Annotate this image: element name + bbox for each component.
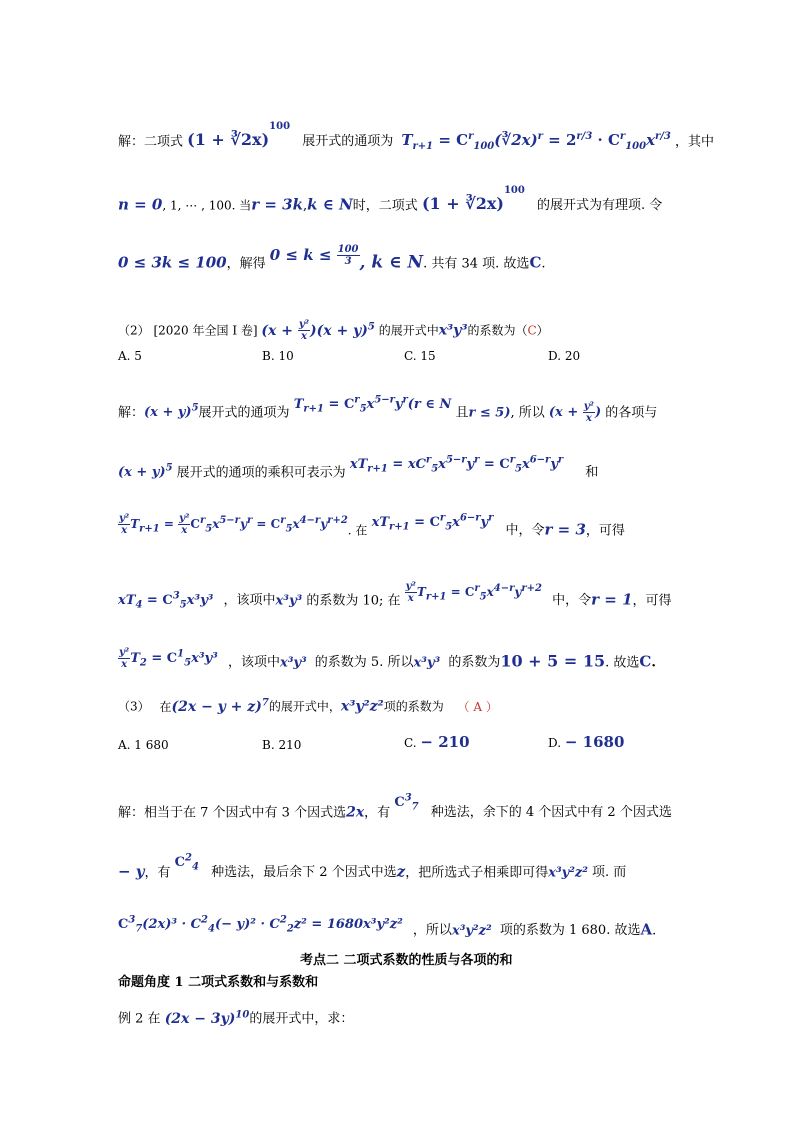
question-number: （2） xyxy=(118,323,150,338)
text: ，有 xyxy=(144,865,171,881)
fraction xyxy=(118,647,130,670)
sub: 2 xyxy=(139,657,147,669)
math: (∛2x) xyxy=(494,131,538,150)
text: , xyxy=(302,198,308,214)
sup: r xyxy=(509,455,515,466)
sup: r xyxy=(246,515,253,527)
text: 解： xyxy=(118,405,145,421)
math: x xyxy=(452,515,460,531)
math: T xyxy=(130,517,140,532)
math: ) xyxy=(594,405,602,421)
math-expr xyxy=(118,513,348,537)
text: 项的系数为 1 680. 故选 xyxy=(499,923,641,939)
sub: 5 xyxy=(431,463,439,475)
math: − y xyxy=(118,862,145,881)
math: = C xyxy=(142,593,173,609)
math: y xyxy=(394,397,403,413)
math: 0 ≤ k ≤ xyxy=(269,245,332,264)
sub: 5 xyxy=(285,523,293,535)
math: (− y)² · C xyxy=(214,917,280,933)
solution2-line3 xyxy=(118,513,625,545)
math-expr xyxy=(174,853,199,873)
text: 时，二项式 xyxy=(352,198,418,214)
sub: r+1 xyxy=(412,141,434,153)
text: 例 2 在 xyxy=(118,1011,161,1027)
fraction xyxy=(405,581,417,604)
math-expr xyxy=(187,121,291,150)
q3-option-a: A. 1 680 xyxy=(118,738,169,752)
text: ，该项中 xyxy=(227,655,280,671)
numerator: y² xyxy=(405,581,416,593)
math-expr xyxy=(118,591,214,611)
math: xT xyxy=(349,457,368,473)
math: = C xyxy=(252,517,281,532)
text: 种选法，最后余下 2 个因式中选 xyxy=(211,865,397,881)
sup: r xyxy=(619,131,626,143)
math-expr xyxy=(349,455,564,475)
sup: r xyxy=(439,513,446,524)
math: x xyxy=(521,457,530,473)
math: A xyxy=(640,920,653,939)
option-label: D. xyxy=(548,736,562,750)
math: x xyxy=(438,457,446,473)
math-expr xyxy=(118,647,218,671)
numerator: y² xyxy=(179,513,190,525)
sup: 2 xyxy=(185,853,192,864)
denominator: x xyxy=(181,525,188,537)
exp: 100 xyxy=(503,185,525,196)
exp: 5 xyxy=(367,321,375,332)
math: = 2 xyxy=(542,131,577,150)
text: 项. 而 xyxy=(591,865,627,881)
text: ，有 xyxy=(364,805,391,821)
math: T xyxy=(401,131,413,150)
sub: 4 xyxy=(192,861,199,873)
sup: r xyxy=(468,131,474,143)
option-value: − 210 xyxy=(420,733,470,751)
math: k ∈ N xyxy=(307,195,353,214)
math: x³y²z² xyxy=(340,698,384,715)
text: ，解得 xyxy=(226,256,266,272)
text: . 在 xyxy=(347,523,368,538)
math-expr xyxy=(394,793,419,813)
solution2-line2 xyxy=(118,455,599,487)
math: C xyxy=(394,795,405,811)
math: r = 1 xyxy=(591,590,633,609)
math: (2x − y + z) xyxy=(171,698,262,715)
text: . xyxy=(651,655,656,671)
sub: 100 xyxy=(473,141,495,153)
sub: r+1 xyxy=(367,463,388,475)
exp: 100 xyxy=(269,121,291,132)
sup: r/3 xyxy=(576,131,593,143)
text: , 1, ⋯ , 100. 当 xyxy=(162,198,252,213)
text: . xyxy=(541,256,546,272)
question2 xyxy=(118,318,549,342)
math: · C xyxy=(592,131,620,150)
denominator: x xyxy=(121,525,128,537)
sup: 5 xyxy=(191,403,199,414)
sup: 3 xyxy=(128,915,136,926)
example2 xyxy=(118,1006,353,1029)
fraction xyxy=(178,513,190,536)
sup: r+2 xyxy=(521,583,542,595)
math: y xyxy=(239,517,247,532)
math: xT xyxy=(118,593,136,609)
math: x³y²z² xyxy=(451,923,492,939)
math-expr xyxy=(421,185,525,214)
math: r ≤ 5) xyxy=(468,405,511,421)
math: z xyxy=(396,862,406,881)
math-expr xyxy=(405,581,542,605)
sub: r+1 xyxy=(139,523,160,535)
sub: r+1 xyxy=(425,591,447,603)
sup: r xyxy=(474,583,480,595)
math: (2x)³ · C xyxy=(142,917,202,933)
math: n = 0 xyxy=(118,195,163,214)
text: ） xyxy=(536,323,549,338)
math: r = 3 xyxy=(544,520,586,539)
sup: 7 xyxy=(261,697,269,708)
numerator: y² xyxy=(298,319,310,331)
math: (x + y) xyxy=(144,405,192,421)
math: x xyxy=(366,397,375,413)
math: y xyxy=(550,457,558,473)
sub: r+1 xyxy=(389,521,410,533)
q2-option-b: B. 10 xyxy=(262,349,294,363)
text: 的展开式中 xyxy=(378,323,439,338)
math: T xyxy=(293,397,304,413)
math: x³y³ xyxy=(413,655,441,671)
math: x xyxy=(292,517,300,532)
solution1-line3 xyxy=(118,244,546,275)
text: 的系数为 5. 所以 xyxy=(314,655,414,671)
q2-option-c: C. 15 xyxy=(404,349,436,363)
math: (1 + ∛2x) xyxy=(187,130,270,150)
denominator: x xyxy=(407,593,414,605)
text: 的展开式中，求： xyxy=(249,1011,354,1027)
math: 2x xyxy=(346,804,365,821)
sub: 5 xyxy=(205,523,213,535)
answer: C xyxy=(527,323,537,338)
sub: 5 xyxy=(359,403,367,415)
text: 的系数为 xyxy=(448,655,501,671)
option-value: − 1680 xyxy=(564,733,625,751)
q3-option-d xyxy=(548,733,624,751)
text: 的系数为 10; 在 xyxy=(306,593,401,609)
math: x³y³ xyxy=(191,651,218,667)
math-expr xyxy=(401,131,671,153)
math: T xyxy=(416,585,426,600)
denominator: x xyxy=(121,659,128,671)
solution3-line2 xyxy=(118,853,627,887)
sup: r xyxy=(199,515,206,527)
math: x xyxy=(646,131,656,150)
sup: r xyxy=(474,455,480,466)
text: ，其中 xyxy=(675,134,715,150)
solution1-line2 xyxy=(118,185,663,215)
q3-option-c xyxy=(404,733,470,751)
math: (x + xyxy=(261,322,293,339)
math: T xyxy=(130,651,140,667)
math-expr xyxy=(118,915,403,935)
fraction xyxy=(583,401,595,424)
math: C xyxy=(190,517,200,532)
sup: 5−r xyxy=(219,515,240,527)
sup: 4−r xyxy=(493,583,515,595)
text: , 所以 xyxy=(510,405,545,421)
text: 项的系数为 xyxy=(383,699,444,714)
math: x³y³ xyxy=(438,322,468,339)
text: 中，令 xyxy=(505,523,545,539)
question-number: （3） xyxy=(118,699,150,714)
sup: 2 xyxy=(201,915,208,926)
fraction xyxy=(337,244,360,267)
sub: 5 xyxy=(479,591,487,603)
math: C xyxy=(118,917,129,933)
sup: r xyxy=(280,515,286,527)
answer: （ A ） xyxy=(457,699,498,714)
sup: r xyxy=(425,455,432,466)
sub: 7 xyxy=(411,801,419,813)
text: 的各项与 xyxy=(605,405,658,421)
solution3-line3 xyxy=(118,915,657,945)
math-expr xyxy=(165,1011,250,1027)
source: [2020 年全国 I 卷] xyxy=(153,323,258,338)
text: 解：二项式 xyxy=(118,134,184,150)
math: C xyxy=(639,652,652,671)
math-expr xyxy=(144,405,199,420)
subsection-title: 命题角度 1 二项式系数和与系数和 xyxy=(118,975,319,990)
numerator: 100 xyxy=(337,244,359,255)
math: x³y³ xyxy=(275,593,303,609)
fraction xyxy=(298,319,310,342)
sub: 100 xyxy=(625,141,647,153)
sup: 3 xyxy=(172,591,180,602)
sup: 5−r xyxy=(374,395,395,406)
sup: 2 xyxy=(279,915,287,926)
text: 在 xyxy=(159,699,172,714)
math: = C xyxy=(324,397,355,413)
solution1-line1 xyxy=(118,121,715,156)
math: )(x + y) xyxy=(310,322,368,339)
option-label: C. xyxy=(404,736,417,750)
denominator: x xyxy=(585,413,592,425)
denominator: x xyxy=(300,331,307,343)
math: (r ∈ N xyxy=(407,397,452,413)
sub: 5 xyxy=(514,463,522,475)
math: = xyxy=(159,517,174,532)
sup: 6−r xyxy=(529,455,551,466)
math-expr xyxy=(261,319,375,343)
text: ，该项中 xyxy=(223,593,276,609)
sup: r+2 xyxy=(327,515,348,527)
sup: r/3 xyxy=(655,131,671,143)
text: ，所以 xyxy=(412,923,452,939)
solution3-line1 xyxy=(118,793,672,827)
math: C xyxy=(174,855,186,871)
sup: 5−r xyxy=(445,455,467,466)
text: . xyxy=(652,923,657,939)
sub: 5 xyxy=(184,657,192,669)
math: = C xyxy=(479,457,510,473)
sup: r xyxy=(402,395,408,406)
math-expr xyxy=(548,401,602,425)
numerator: y² xyxy=(119,513,130,525)
math: r = 3k xyxy=(251,195,303,214)
math: (x + y) xyxy=(118,465,166,481)
math-expr xyxy=(269,244,360,267)
math: = C xyxy=(146,651,178,667)
sup: r xyxy=(557,455,564,466)
math: y xyxy=(320,517,328,532)
math: (1 + ∛2x) xyxy=(421,194,504,214)
numerator: y² xyxy=(119,647,130,659)
math: = C xyxy=(433,131,469,150)
math: 10 + 5 = 15 xyxy=(500,651,606,671)
sub: 4 xyxy=(207,923,215,935)
text: 和 xyxy=(585,465,599,481)
text: ，可得 xyxy=(585,523,625,539)
sup: r xyxy=(537,131,543,143)
text: 种选法，余下的 4 个因式中有 2 个因式选 xyxy=(430,805,672,821)
sup: 4−r xyxy=(299,515,321,527)
solution2-line1 xyxy=(118,395,658,427)
sub: 5 xyxy=(445,521,453,533)
sub: r+1 xyxy=(303,403,324,415)
text: 展开式的通项为 xyxy=(302,134,394,150)
text: . 共有 34 项. 故选 xyxy=(423,256,530,272)
section-title: 考点二 二项式系数的性质与各项的和 xyxy=(300,953,513,968)
text: 的展开式为有理项. 令 xyxy=(536,198,663,214)
solution2-line4 xyxy=(118,581,672,615)
math: , k ∈ N xyxy=(359,252,424,273)
sup: 3 xyxy=(404,793,412,804)
solution2-line5 xyxy=(118,647,656,677)
sup: 1 xyxy=(177,649,185,660)
text: 解：相当于在 7 个因式中有 3 个因式选 xyxy=(118,805,347,821)
math: x³y³ xyxy=(186,593,214,609)
math: = xC xyxy=(387,457,426,473)
sup: r xyxy=(354,395,360,406)
text: 展开式的通项的乘积可表示为 xyxy=(176,465,346,481)
sub: 5 xyxy=(179,599,187,611)
math: z² = 1680x³y²z² xyxy=(293,917,403,933)
math: (2x − 3y) xyxy=(164,1010,236,1027)
sup: 5 xyxy=(165,463,173,474)
q2-option-d: D. 20 xyxy=(548,349,581,363)
denominator: 3 xyxy=(344,256,352,267)
sup: 6−r xyxy=(459,513,481,524)
text: 的系数为（ xyxy=(467,323,528,338)
sub: 7 xyxy=(135,923,143,935)
numerator: y² xyxy=(583,401,594,413)
text: . 故选 xyxy=(605,655,640,671)
math: x³y³ xyxy=(279,655,307,671)
math: x xyxy=(212,517,220,532)
text: ，把所选式子相乘即可得 xyxy=(405,865,549,881)
math: (x + xyxy=(548,405,579,421)
sub: 2 xyxy=(286,923,294,935)
math-expr xyxy=(371,513,494,533)
sup: 10 xyxy=(235,1009,250,1020)
text: 且 xyxy=(455,405,469,421)
math: = C xyxy=(409,515,440,531)
math: xT xyxy=(371,515,390,531)
math-expr xyxy=(171,699,268,715)
math: y xyxy=(514,585,522,600)
text: ，可得 xyxy=(632,593,672,609)
question3 xyxy=(118,694,498,716)
math-expr xyxy=(293,395,452,415)
q3-option-b: B. 210 xyxy=(262,738,302,752)
math: x³y²z² xyxy=(548,865,588,881)
q2-option-a: A. 5 xyxy=(118,349,142,363)
text: 展开式的通项为 xyxy=(198,405,290,421)
sub: 4 xyxy=(135,599,143,611)
math-expr xyxy=(118,465,173,480)
sup: r xyxy=(488,513,494,524)
fraction xyxy=(118,513,130,536)
text: 的展开式中， xyxy=(268,699,341,714)
math: C xyxy=(529,253,542,272)
math: 0 ≤ 3k ≤ 100 xyxy=(118,253,227,272)
text: 中，令 xyxy=(552,593,592,609)
math: x xyxy=(486,585,494,600)
math: = C xyxy=(446,585,475,600)
math: y xyxy=(466,457,475,473)
math: y xyxy=(480,515,489,531)
